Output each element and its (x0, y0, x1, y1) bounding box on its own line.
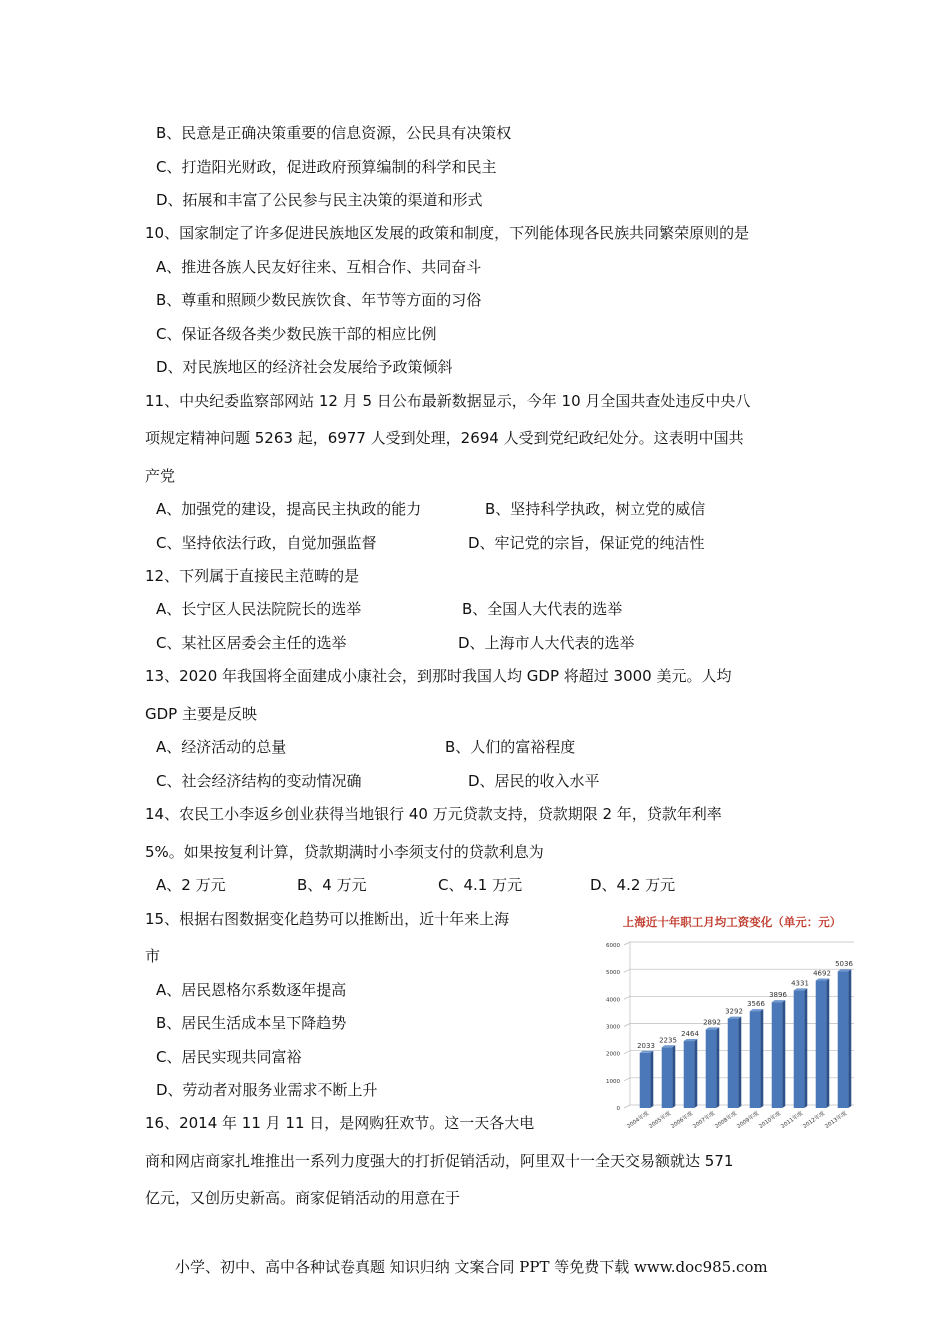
question-line: 亿元，又创历史新高。商家促销活动的用意在于 (145, 1189, 461, 1207)
option-line: D、牢记党的宗旨，保证党的纯洁性 (468, 534, 705, 552)
option-line: C、保证各级各类少数民族干部的相应比例 (156, 325, 437, 343)
bar-side (760, 1009, 763, 1108)
data-label: 3566 (747, 1000, 765, 1009)
x-tick-label: 2006年度 (670, 1110, 695, 1130)
data-label: 4692 (813, 969, 831, 978)
question-line: 5%。如果按复利计算，贷款期满时小李须支付的贷款利息为 (145, 843, 544, 861)
bar (750, 1011, 761, 1108)
bar-side (672, 1045, 675, 1108)
x-tick-label: 2011年度 (780, 1110, 805, 1130)
x-tick-label: 2008年度 (714, 1110, 739, 1130)
gridline (624, 996, 630, 999)
data-label: 3896 (769, 991, 787, 1000)
question-line: 市 (145, 947, 161, 965)
question-line: 10、国家制定了许多促进民族地区发展的政策和制度，下列能体现各民族共同繁荣原则的是 (145, 224, 750, 242)
x-tick-label: 2004年度 (626, 1110, 651, 1130)
bar-side (848, 969, 851, 1108)
x-tick-label: 2012年度 (802, 1110, 827, 1130)
y-tick-label: 0 (616, 1106, 620, 1112)
x-tick-label: 2009年度 (736, 1110, 761, 1130)
bar (684, 1041, 695, 1108)
gridline (624, 1078, 630, 1081)
question-line: 12、下列属于直接民主范畴的是 (145, 567, 360, 585)
x-tick-label: 2007年度 (692, 1110, 717, 1130)
question-line: 产党 (145, 467, 176, 485)
question-line: 14、农民工小李返乡创业获得当地银行 40 万元贷款支持，贷款期限 2 年，贷款年利率 (145, 805, 722, 823)
gridline (624, 969, 630, 972)
option-line: A、加强党的建设，提高民主执政的能力 (156, 500, 422, 518)
chart-title: 上海近十年职工月均工资变化（单元：元） (622, 915, 842, 929)
option-line: C、坚持依法行政，自觉加强监督 (156, 534, 377, 552)
gridline (624, 1024, 630, 1027)
option-line: B、人们的富裕程度 (445, 738, 576, 756)
data-label: 2235 (659, 1036, 677, 1045)
question-line: 商和网店商家扎堆推出一系列力度强大的打折促销活动，阿里双十一全天交易额就达 571 (145, 1152, 734, 1170)
data-label: 2892 (703, 1018, 721, 1027)
footer-text: 小学、初中、高中各种试卷真题 知识归纳 文案合同 PPT 等免费下载 www.doc985.com (175, 1258, 768, 1276)
gridline (624, 1105, 630, 1108)
wage-bar-chart (592, 908, 872, 1138)
option-line: A、推进各族人民友好往来、互相合作、共同奋斗 (156, 258, 482, 276)
question-line: 13、2020 年我国将全面建成小康社会，到那时我国人均 GDP 将超过 3000 美元。人均 (145, 667, 732, 685)
option-line: D、劳动者对服务业需求不断上升 (156, 1081, 378, 1099)
bar-side (782, 1000, 785, 1108)
bar-side (694, 1039, 697, 1108)
bar (662, 1047, 673, 1108)
data-label: 2033 (637, 1041, 655, 1050)
bar (838, 971, 849, 1108)
data-label: 3292 (725, 1007, 743, 1016)
option-line: B、全国人大代表的选举 (462, 600, 623, 618)
y-tick-label: 5000 (606, 970, 620, 977)
option-line: B、尊重和照顾少数民族饮食、年节等方面的习俗 (156, 291, 482, 309)
option-line: D、对民族地区的经济社会发展给予政策倾斜 (156, 358, 453, 376)
gridline (624, 1051, 630, 1054)
bar (772, 1002, 783, 1108)
x-tick-label: 2005年度 (648, 1110, 673, 1130)
option-line: A、2 万元 (156, 876, 226, 894)
bar (706, 1029, 717, 1108)
y-tick-label: 2000 (606, 1051, 620, 1058)
option-line: D、上海市人大代表的选举 (458, 634, 635, 652)
option-line: B、坚持科学执政，树立党的威信 (485, 500, 706, 518)
question-line: 16、2014 年 11 月 11 日，是网购狂欢节。这一天各大电 (145, 1114, 535, 1132)
option-line: A、经济活动的总量 (156, 738, 287, 756)
bar-side (716, 1027, 719, 1108)
option-line: B、4 万元 (297, 876, 367, 894)
y-tick-label: 4000 (606, 997, 620, 1004)
bar (728, 1019, 739, 1108)
option-line: C、4.1 万元 (438, 876, 523, 894)
bar-side (738, 1017, 741, 1108)
bar-side (804, 988, 807, 1108)
y-tick-label: 1000 (606, 1078, 620, 1085)
data-label: 2464 (681, 1030, 699, 1039)
bar-side (826, 979, 829, 1108)
y-tick-label: 3000 (606, 1024, 620, 1031)
option-line: D、4.2 万元 (590, 876, 676, 894)
question-line: GDP 主要是反映 (145, 705, 257, 723)
question-line: 15、根据右图数据变化趋势可以推断出，近十年来上海 (145, 910, 510, 928)
x-tick-label: 2013年度 (824, 1110, 849, 1130)
option-line: D、居民的收入水平 (468, 772, 600, 790)
bar (794, 990, 805, 1108)
option-line: C、打造阳光财政，促进政府预算编制的科学和民主 (156, 158, 497, 176)
question-line: 11、中央纪委监察部网站 12 月 5 日公布最新数据显示，今年 10 月全国共查处违反中央八 (145, 392, 751, 410)
question-line: 项规定精神问题 5263 起，6977 人受到处理，2694 人受到党纪政纪处分。这表明中国共 (145, 429, 744, 447)
option-line: B、居民生活成本呈下降趋势 (156, 1014, 347, 1032)
data-label: 5036 (835, 960, 853, 969)
x-tick-label: 2010年度 (758, 1110, 783, 1130)
data-label: 4331 (791, 979, 809, 988)
bar (816, 981, 827, 1108)
option-line: C、某社区居委会主任的选举 (156, 634, 347, 652)
bar-side (650, 1051, 653, 1108)
option-line: C、社会经济结构的变动情况确 (156, 772, 362, 790)
y-tick-label: 6000 (606, 943, 620, 949)
option-line: A、长宁区人民法院院长的选举 (156, 600, 362, 618)
option-line: B、民意是正确决策重要的信息资源，公民具有决策权 (156, 124, 512, 142)
bar (640, 1053, 651, 1108)
gridline (624, 942, 630, 945)
option-line: D、拓展和丰富了公民参与民主决策的渠道和形式 (156, 191, 483, 209)
option-line: C、居民实现共同富裕 (156, 1048, 302, 1066)
option-line: A、居民恩格尔系数逐年提高 (156, 981, 347, 999)
